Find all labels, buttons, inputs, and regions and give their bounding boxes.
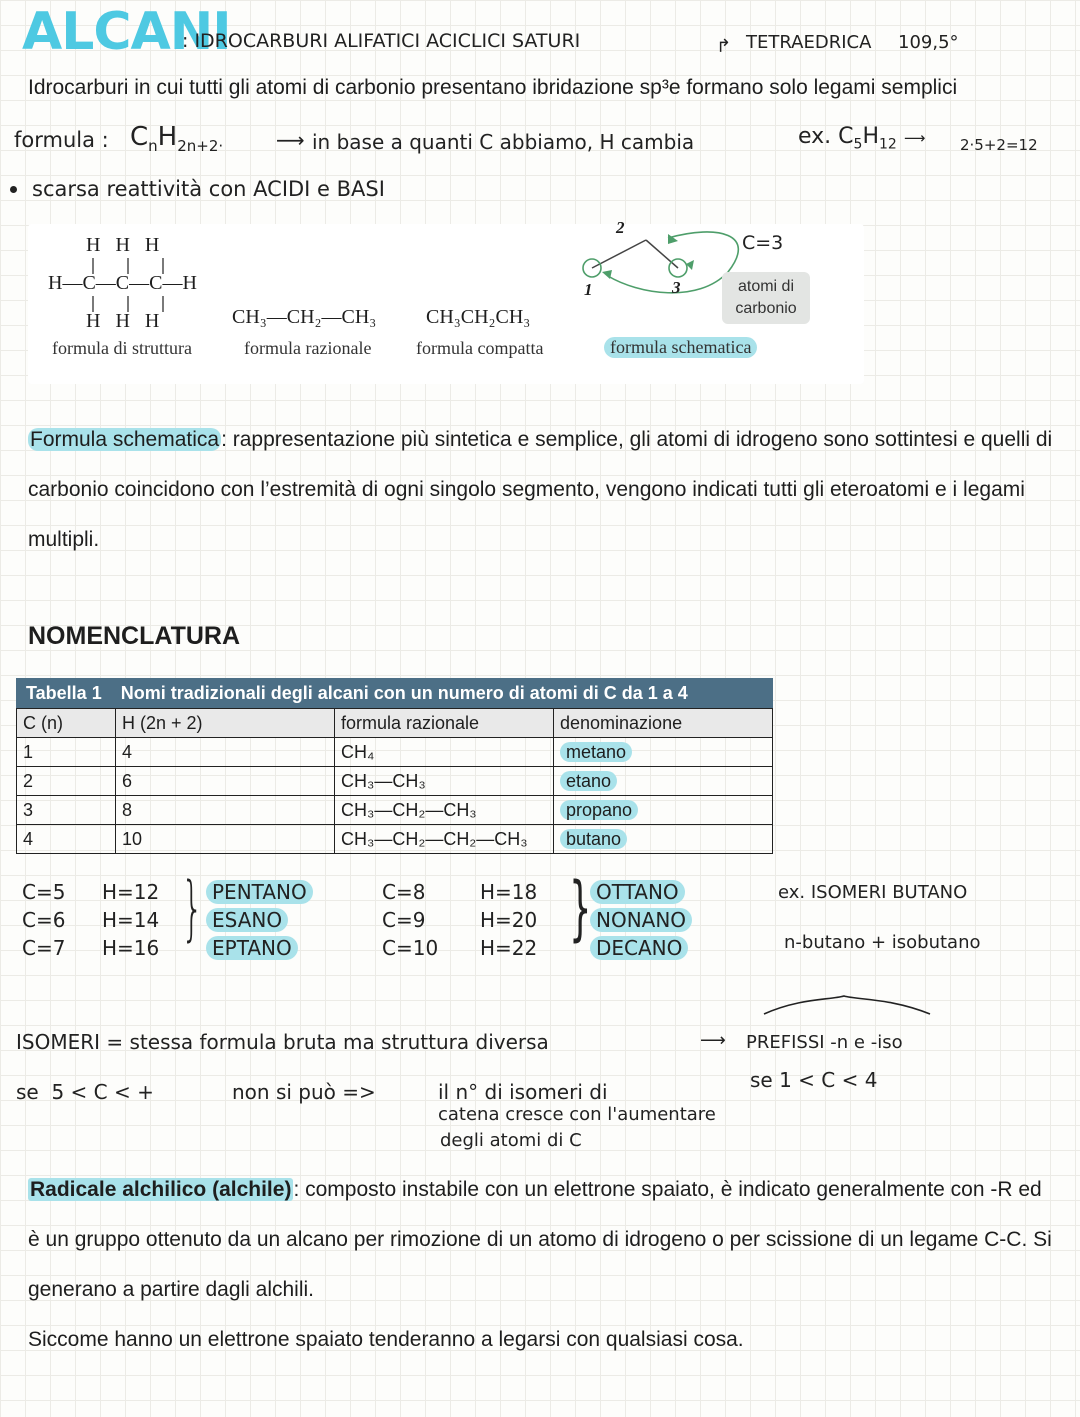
cell-formula: CH₃—CH₃	[335, 767, 554, 796]
cell-c: 2	[17, 767, 116, 796]
radical-paragraph	[28, 1165, 1058, 1315]
radical-text: : composto instabile con un elettrone spaiato, è indicato generalmente con -R ed è un gruppo ottenuto da un alcano per rimozione di un atomo di idrogeno o per scissione di un legame C-C. Si generano a partire dagli alchili.	[28, 1178, 1052, 1301]
col-name: denominazione	[554, 709, 773, 738]
note-row: C=5 H=12 PENTANO	[22, 878, 313, 906]
note-row: C=9 H=20 NONANO	[382, 906, 692, 934]
prefix-note: PREFISSI -n e -iso	[746, 1032, 903, 1053]
bullet-dot	[10, 186, 17, 193]
caption-structure: formula di struttura	[52, 338, 192, 358]
struct-bonds	[28, 224, 228, 344]
isomers-line3: catena cresce con l'aumentare	[438, 1104, 716, 1125]
tetrahedral-note: TETRAEDRICA	[746, 32, 872, 53]
struct-row-mid: H—C—C—C—H	[48, 272, 197, 294]
schematic-text: : rappresentazione più sintetica e semplice, gli atomi di idrogeno sono sottintesi e quelli di carbonio coincidono con l’estremità di ogni singolo segmento, vengono indicati tutti gli eteroatomi e i legami multipli.	[28, 428, 1053, 551]
node-label-1: 1	[584, 280, 593, 299]
isomers-line2c: il n° di isomeri di	[438, 1080, 608, 1104]
brace-over-icon	[760, 990, 940, 1020]
cell-c: 1	[17, 738, 116, 767]
node-label-3: 3	[672, 278, 681, 297]
table-title: Nomi tradizionali degli alcani con un numero di atomi di C da 1 a 4	[120, 683, 688, 703]
condition-note: se 1 < C < 4	[750, 1068, 878, 1092]
rational-formula: CH₃—CH₂—CH₃	[232, 306, 377, 328]
bend-arrow-icon: ↱	[716, 36, 732, 57]
name-highlight: metano	[560, 742, 632, 762]
table-row	[17, 767, 773, 796]
note-row: C=10 H=22 DECANO	[382, 934, 692, 962]
isomers-line4: degli atomi di C	[440, 1130, 582, 1151]
caption-compact: formula compatta	[416, 338, 544, 358]
node-label-2: 2	[616, 218, 625, 237]
col-h: H (2n + 2)	[116, 709, 335, 738]
angle-note: 109,5°	[898, 32, 959, 53]
table-row	[17, 825, 773, 854]
cell-name	[554, 825, 773, 854]
arrow-icon: ⟶	[276, 128, 305, 152]
col-formula: formula razionale	[335, 709, 554, 738]
definition-text: Idrocarburi in cui tutti gli atomi di carbonio presentano ibridazione sp³e formano solo legami semplici	[28, 76, 958, 99]
note-row: C=6 H=14 ESANO	[22, 906, 313, 934]
note-row: C=7 H=16 EPTANO	[22, 934, 313, 962]
notes-mid	[382, 878, 692, 962]
table-label: Tabella 1	[26, 683, 102, 703]
formula-note: in base a quanti C abbiamo, H cambia	[312, 130, 695, 154]
cell-c: 3	[17, 796, 116, 825]
formula-figure	[28, 218, 864, 384]
alkane-table	[16, 678, 773, 854]
radical-term: Radicale alchilico (alchile)	[30, 1178, 292, 1201]
table-caption	[16, 678, 773, 708]
cell-h: 10	[116, 825, 335, 854]
schematic-term: Formula schematica	[30, 428, 220, 451]
cell-formula: CH₃—CH₂—CH₂—CH₃	[335, 825, 554, 854]
caption-rational: formula razionale	[244, 338, 372, 358]
table-row	[17, 738, 773, 767]
radical-paragraph-2: Siccome hanno un elettrone spaiato tenderanno a legarsi con qualsiasi cosa.	[28, 1328, 744, 1351]
col-c: C (n)	[17, 709, 116, 738]
struct-row-top: H H H	[86, 234, 160, 256]
general-formula: $C_nH_{2n+2\cdot}$	[130, 122, 224, 156]
cell-formula: CH₄	[335, 738, 554, 767]
cell-formula: CH₃—CH₂—CH₃	[335, 796, 554, 825]
cell-name	[554, 796, 773, 825]
nomenclature-heading: NOMENCLATURA	[28, 622, 241, 650]
page-subtitle: : IDROCARBURI ALIFATICI ACICLICI SATURI	[182, 30, 581, 52]
caption-schematic: formula schematica	[604, 337, 757, 358]
arrow-icon: ⟶	[700, 1030, 726, 1051]
example-calc: 2·5+2=12	[960, 136, 1038, 154]
formula-label: formula :	[14, 128, 109, 152]
notes-left	[22, 878, 313, 962]
table-row	[17, 796, 773, 825]
cell-name	[554, 767, 773, 796]
cell-h: 4	[116, 738, 335, 767]
isomer-example: ex. ISOMERI BUTANO	[778, 882, 968, 903]
cell-c: 4	[17, 825, 116, 854]
cell-h: 8	[116, 796, 335, 825]
atoms-label: atomi di carbonio	[722, 272, 810, 324]
compact-formula: CH₃CH₂CH₃	[426, 306, 531, 328]
carbon-count-note: C=3	[742, 232, 784, 254]
struct-row-bottom: H H H	[86, 310, 160, 332]
isomer-example-names: n-butano + isobutano	[784, 932, 981, 953]
brace-icon: }	[181, 867, 204, 949]
cell-h: 6	[116, 767, 335, 796]
brace-icon: }	[569, 867, 592, 949]
name-highlight: propano	[560, 800, 638, 820]
alkane-data-table	[16, 708, 773, 854]
cell-name	[554, 738, 773, 767]
example-formula: ex. $C_5H_{12}$ ⟶	[798, 124, 926, 153]
name-highlight: butano	[560, 829, 627, 849]
isomers-line2b: non si può =>	[232, 1080, 376, 1104]
table-header-row	[17, 709, 773, 738]
note-row: C=8 H=18 OTTANO	[382, 878, 692, 906]
schematic-paragraph	[28, 415, 1058, 565]
isomers-definition: ISOMERI = stessa formula bruta ma struttura diversa	[16, 1030, 549, 1054]
page-title: ALCANI	[22, 2, 231, 62]
bullet-reactivity: scarsa reattività con ACIDI e BASI	[32, 177, 385, 201]
isomers-line2a: se 5 < C < +	[16, 1080, 154, 1104]
name-highlight: etano	[560, 771, 617, 791]
